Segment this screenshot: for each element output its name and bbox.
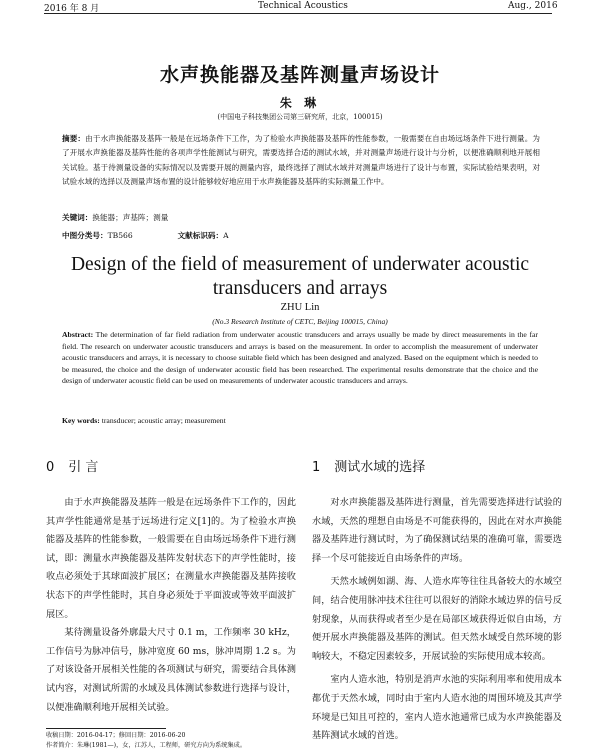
title-en-line2: transducers and arrays bbox=[212, 278, 388, 299]
keywords-cn bbox=[62, 212, 540, 223]
title-en bbox=[0, 253, 600, 301]
section-1-number: 1 bbox=[312, 460, 321, 475]
header-journal: Technical Acoustics bbox=[258, 1, 348, 11]
clc-label: 中图分类号： bbox=[62, 231, 108, 240]
keywords-cn-label: 关键词： bbox=[62, 213, 93, 222]
section-1-paragraph: 对水声换能器及基阵进行测量，首先需要选择进行试验的水域，天然的理想自由场是不可能获得的，因此在对水声换能器及基阵进行测试时，为了确保测试结果的准确可靠，需要选择一个尽可能接近自由场条件的声场。 bbox=[312, 497, 562, 564]
author-en: ZHU Lin bbox=[280, 302, 320, 313]
classification-line bbox=[62, 230, 540, 241]
column-right bbox=[312, 456, 562, 746]
abstract-en-text: The determination of far field radiation from underwater acoustic transducers and arrays usually be made by direct measurements in the far field. The research on underwater acoustic transducers and arrays is based on the measurement. In order to accomplish the measurement of underwater acoustic transducers and arrays, it is necessary to choose suitable field which has been designed and analyzed. Based on the equipment which is needed to be measured, the choice and the design of underwater acoustic field has been researched. The experimental results demonstrate that the choice and the design of underwater acoustic field can be used on measurements of underwater acoustic transducers and arrays. bbox=[62, 330, 538, 385]
footnote-received: 收稿日期：2016-04-17；修回日期：2016-06-20 bbox=[46, 732, 186, 739]
running-header bbox=[0, 0, 600, 14]
title-en-line1: Design of the field of measurement of underwater acoustic bbox=[70, 254, 530, 275]
keywords-cn-text: 换能器；声基阵；测量 bbox=[92, 213, 169, 222]
section-0-paragraph: 某待测量设备外廓最大尺寸 0.1 m，工作频率 30 kHz，工作信号为脉冲信号，脉冲宽度 60 ms，脉冲周期 1.2 s。为了对该设备开展相关性能的各项测试与研究，需要结合具体测试内容，对测试所需的水域及具体测试参数进行选择与设计，以便准确顺利地开展相关试验。 bbox=[46, 627, 296, 713]
abstract-cn-label: 摘要： bbox=[62, 134, 86, 143]
section-0-number: 0 bbox=[46, 460, 55, 475]
clc-code: TB566 bbox=[107, 231, 133, 240]
header-rule bbox=[44, 13, 552, 14]
header-date-en: Aug., 2016 bbox=[508, 1, 558, 11]
header-date: 2016 年 8 月 bbox=[44, 4, 100, 14]
doc-code: A bbox=[223, 231, 229, 240]
section-0-heading bbox=[46, 456, 296, 484]
footnote-rule bbox=[46, 728, 166, 729]
section-1-heading bbox=[312, 456, 562, 484]
abstract-cn-text: 由于水声换能器及基阵一般是在远场条件下工作，为了检验水声换能器及基阵的性能参数，一般需要在自由场远场条件下进行测量。为了开展水声换能器及基阵性能的各项声学性能测试与研究，需要选择合适的测试水域，并对测量声场进行设计与分析，以便准确顺利地开展相关试验。基于待测量设备的实际情况以及需要开展的测量内容，最终选择了测试水域并对测量声场进行了设计与布置，实际试验结果表明，对试验水域的选择以及测量声场布置的设计能够较好地应用于水声换能器及基阵的实际测量工作中。 bbox=[62, 134, 540, 187]
affiliation-en: (No.3 Research Institute of CETC, Beijing 100015, China) bbox=[212, 317, 388, 326]
abstract-en bbox=[62, 329, 538, 387]
footnote-author: 作者简介：朱琳(1981—)，女，江苏人，工程师，研究方向为系统集成。 bbox=[46, 742, 247, 749]
section-1-paragraph: 室内人造水池，特别是消声水池的实际利用率和使用成本都优于天然水域，同时由于室内人造水池的周围环境及其声学环境是已知且可控的，室内人造水池通常已成为水声换能器及基阵测试水域的首选。 bbox=[312, 674, 562, 742]
section-0-title: 引 言 bbox=[68, 460, 99, 475]
doc-code-label: 文献标识码： bbox=[177, 231, 224, 240]
keywords-en-label: Key words: bbox=[62, 416, 100, 425]
section-1-title: 测试水域的选择 bbox=[334, 460, 426, 475]
abstract-en-label: Abstract: bbox=[62, 330, 94, 339]
column-left bbox=[46, 456, 296, 717]
title-cn: 水声换能器及基阵测量声场设计 bbox=[159, 64, 440, 86]
abstract-cn bbox=[62, 132, 540, 190]
section-0-paragraph: 由于水声换能器及基阵一般是在远场条件下工作的，因此其声学性能通常是基于远场进行定义[1]的。为了检验水声换能器及基阵的性能参数，一般需要在自由场远场条件下进行测试，即：测量水声换能器及基阵发射状态下的声学性能时，接收点必须处于其球面波扩展区；在测量水声换能器及基阵接收状态下的声学性能时，其自身必须处于平面波或等效平面波扩展区。 bbox=[46, 497, 296, 620]
author-cn: 朱 琳 bbox=[279, 96, 321, 110]
section-1-paragraph: 天然水域例如湖、海、人造水库等往往具备较大的水域空间，结合使用脉冲技术往往可以很好的消除水域边界的信号反射现象，从而获得或者至少是在局部区域获得近似自由场，方便开展水声换能器及基阵的测试。但天然水域受自然环境的影响较大，不稳定因素较多，开展试验的实际使用成本较高。 bbox=[312, 576, 562, 662]
keywords-en bbox=[62, 416, 538, 425]
affiliation-cn: (中国电子科技集团公司第三研究所，北京，100015) bbox=[217, 113, 383, 121]
keywords-en-text: transducer; acoustic array; measurement bbox=[101, 416, 226, 425]
